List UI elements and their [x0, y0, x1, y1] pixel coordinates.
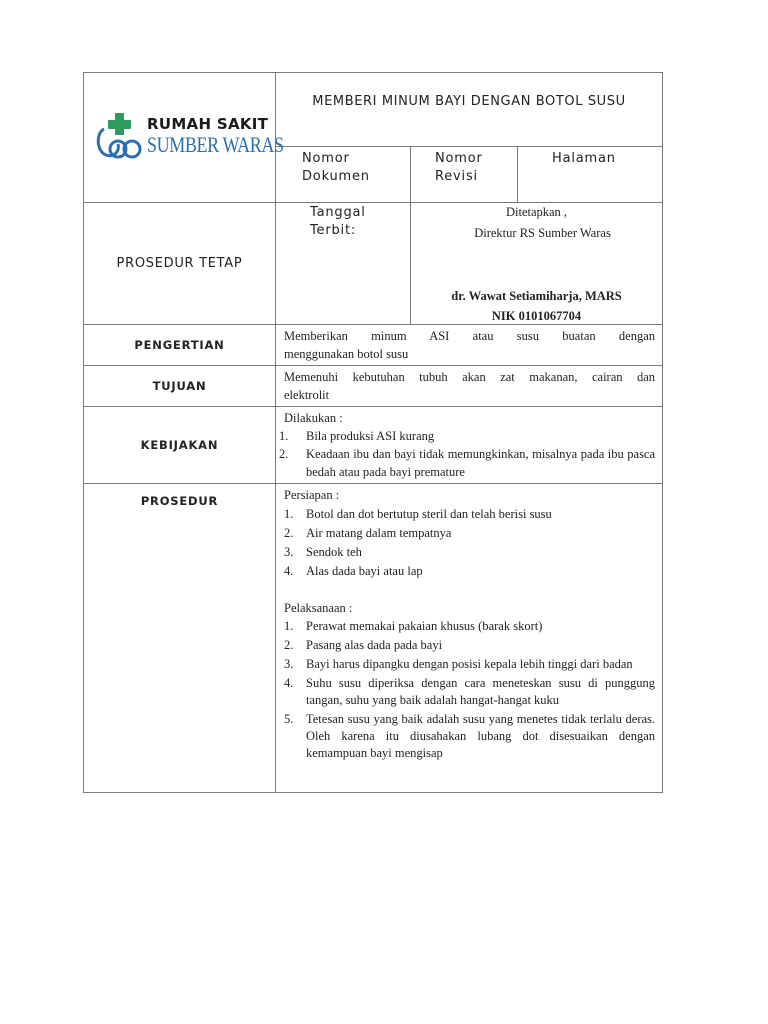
list-item [279, 445, 655, 481]
list-text: Bayi harus dipangku dengan posisi kepala lebih tinggi dari badan [306, 657, 633, 672]
list-item [284, 656, 655, 673]
persiapan-heading: Persiapan : [284, 488, 340, 502]
logo-emblem-icon [94, 111, 150, 167]
pengertian-line-1: Memberikan minum ASI atau susu buatan dengan [284, 329, 656, 343]
list-item [284, 562, 655, 581]
ditetapkan-text: Ditetapkan , [505, 205, 568, 219]
document-title: MEMBERI MINUM BAYI DENGAN BOTOL SUSU [276, 73, 663, 147]
tujuan-line-2: elektrolit [284, 388, 330, 402]
direktur-text: Direktur RS Sumber Waras [474, 226, 611, 240]
list-item [284, 617, 655, 636]
signer-name: dr. Wawat Setiamiharja, MARS [451, 289, 622, 303]
list-item [284, 711, 655, 762]
list-text: Tetesan susu yang baik adalah susu yang menetes tidak terlalu deras. Oleh karena itu diusahakan lubang dot disesuaikan dengan kemampuan bayi mengisap [306, 712, 656, 761]
spacer [284, 581, 655, 599]
list-item [284, 543, 655, 562]
list-item [284, 524, 655, 543]
tujuan-content [276, 366, 663, 407]
prosedur-tetap-label: PROSEDUR TETAP [84, 203, 276, 325]
list-number: 3. [284, 544, 294, 559]
prosedur-content [276, 484, 663, 793]
pengertian-content [276, 325, 663, 366]
kebijakan-content [276, 407, 663, 484]
sop-table [83, 72, 663, 793]
list-text: Air matang dalam tempatnya [306, 525, 452, 540]
halaman-header: Halaman [518, 147, 663, 203]
logo-cell [84, 73, 284, 203]
logo-text-sumber-waras: SUMBER WARAS [147, 132, 284, 157]
tujuan-line-1: Memenuhi kebutuhan tubuh akan zat makanan, cairan dan [284, 370, 656, 384]
list-item [284, 675, 655, 709]
list-number: 2. [284, 638, 294, 653]
list-number: 1. [284, 619, 294, 634]
list-text: Alas dada bayi atau lap [306, 563, 423, 578]
list-item [279, 427, 655, 445]
list-text: Sendok teh [306, 544, 362, 559]
signer-nik: NIK 0101067704 [491, 309, 582, 323]
list-text: Pasang alas dada pada bayi [306, 638, 443, 653]
list-number: 4. [284, 563, 294, 578]
list-text: Perawat memakai pakaian khusus (barak skort) [306, 619, 543, 634]
list-item [284, 505, 655, 524]
kebijakan-label: KEBIJAKAN [84, 407, 276, 484]
list-number: 3. [284, 657, 294, 672]
kebijakan-intro: Dilakukan : [284, 411, 343, 425]
list-text: Bila produksi ASI kurang [306, 429, 435, 443]
pengertian-line-2: menggunakan botol susu [284, 347, 409, 361]
nomor-dokumen-header: Nomor Dokumen [276, 147, 411, 203]
hospital-logo [94, 111, 284, 167]
list-text: Botol dan dot bertutup steril dan telah berisi susu [306, 506, 552, 521]
approval-block [411, 203, 663, 325]
nomor-revisi-header: Nomor Revisi [411, 147, 518, 203]
pelaksanaan-heading: Pelaksanaan : [284, 600, 353, 615]
logo-text-rumah-sakit: RUMAH SAKIT [147, 115, 269, 133]
pengertian-label: PENGERTIAN [84, 325, 276, 366]
list-number: 2. [279, 447, 289, 461]
sop-document [83, 72, 662, 793]
list-number: 2. [284, 525, 294, 540]
list-number: 1. [284, 506, 294, 521]
list-text: Keadaan ibu dan bayi tidak memungkinkan, misalnya pada ibu pasca bedah atau pada bayi premature [306, 447, 656, 479]
prosedur-label: PROSEDUR [84, 484, 276, 793]
tujuan-label: TUJUAN [84, 366, 276, 407]
list-item [284, 636, 655, 655]
list-number: 5. [284, 712, 294, 727]
list-number: 4. [284, 676, 294, 691]
list-text: Suhu susu diperiksa dengan cara meneteskan susu di punggung tangan, suhu yang baik adalah hangat-hangat kuku [306, 676, 656, 708]
list-number: 1. [279, 429, 289, 443]
tanggal-terbit-label: Tanggal Terbit: [276, 203, 411, 325]
